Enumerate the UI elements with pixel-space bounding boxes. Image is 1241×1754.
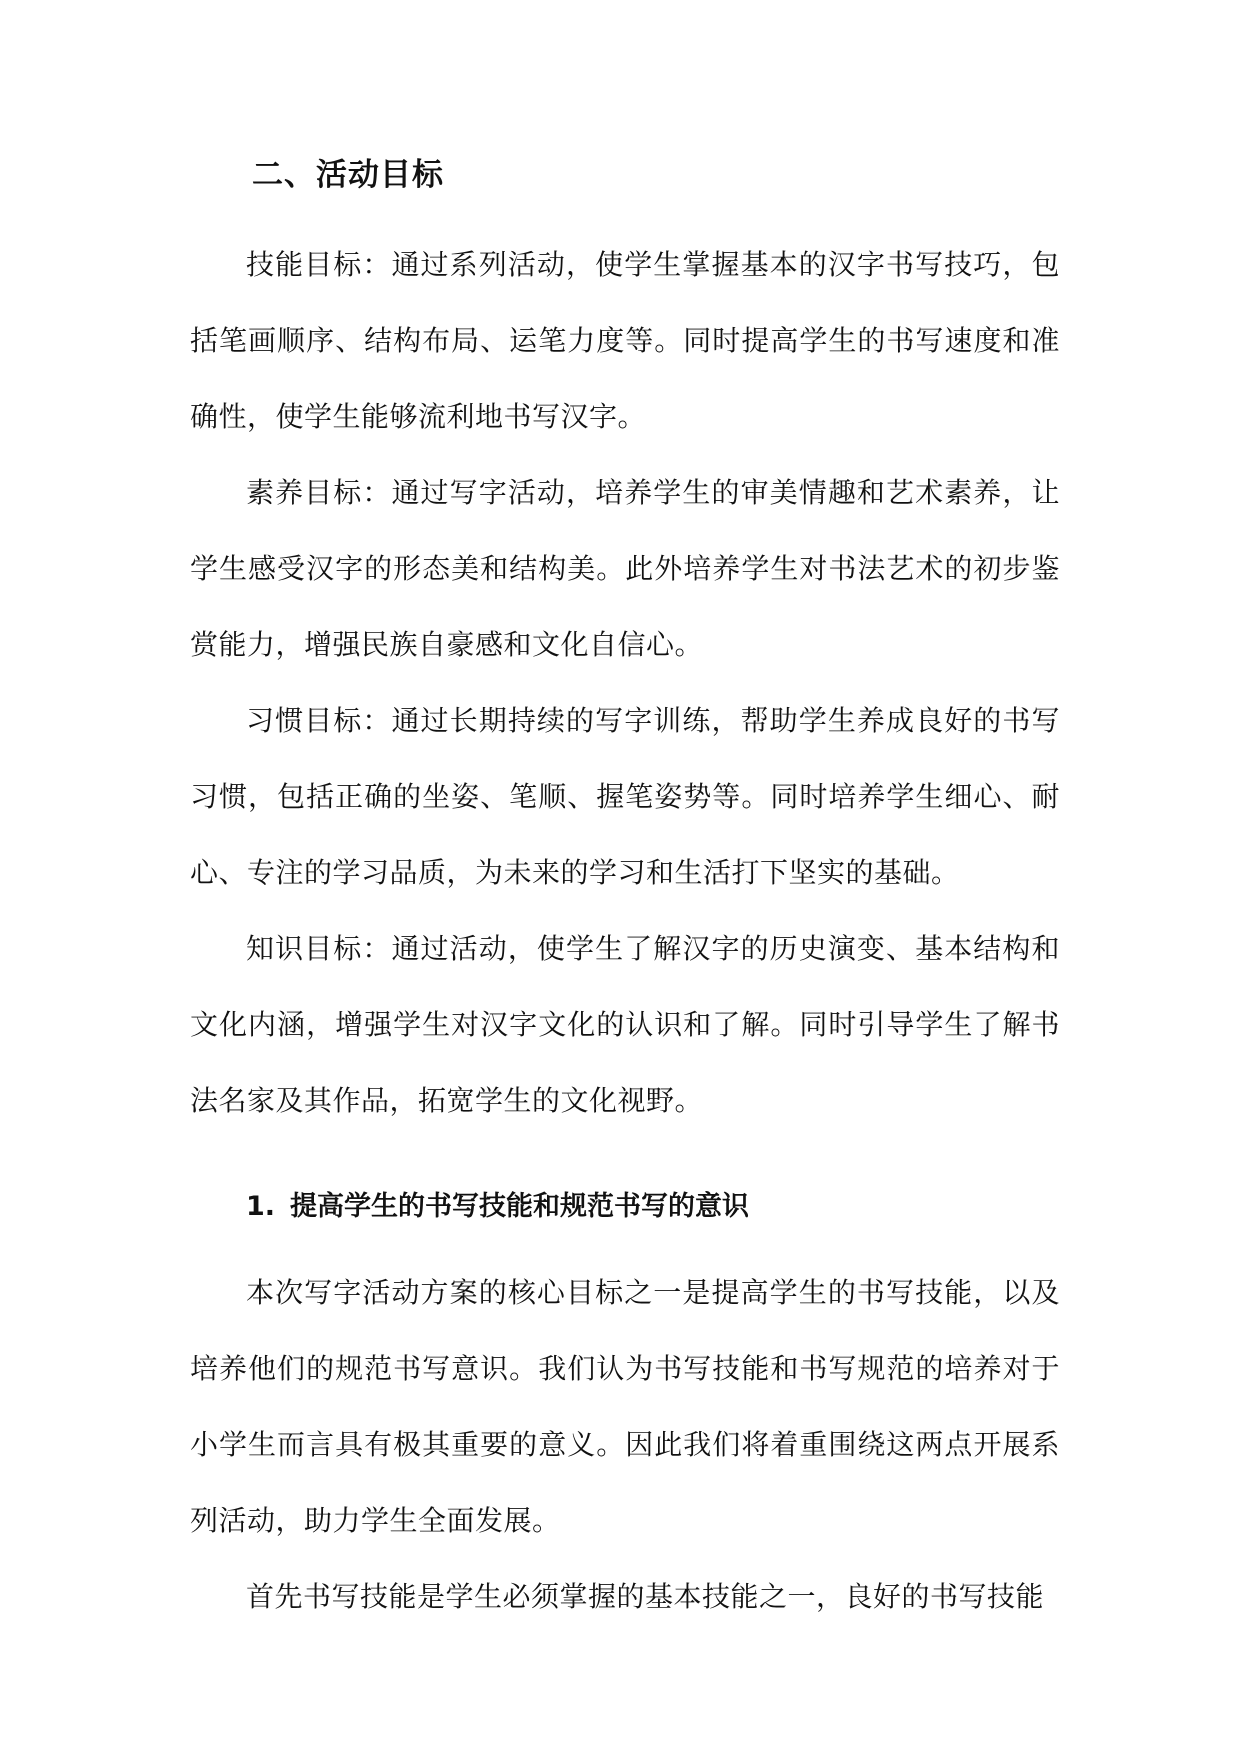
paragraph-writing-skill: 首先书写技能是学生必须掌握的基本技能之一，良好的书写技能 [246, 1580, 1045, 1613]
paragraph-core-goal: 本次写字活动方案的核心目标之一是提高学生的书写技能，以及培养他们的规范书写意识。我们认为书写技能和书写规范的培养对于小学生而言具有极其重要的意义。因此我们将着重围绕这两点开展系列活动，助力学生全面发展。 [190, 1276, 1060, 1537]
section-heading: 二、活动目标 [252, 157, 444, 193]
subsection-number: 1. [246, 1191, 276, 1222]
subsection-title: 提高学生的书写技能和规范书写的意识 [290, 1191, 749, 1222]
paragraph-habit-goal: 习惯目标：通过长期持续的写字训练，帮助学生养成良好的书写习惯，包括正确的坐姿、笔顺、握笔姿势等。同时培养学生细心、耐心、专注的学习品质，为未来的学习和生活打下坚实的基础。 [190, 704, 1060, 889]
paragraph-literacy-goal: 素养目标：通过写字活动，培养学生的审美情趣和艺术素养，让学生感受汉字的形态美和结构美。此外培养学生对书法艺术的初步鉴赏能力，增强民族自豪感和文化自信心。 [190, 476, 1060, 661]
paragraph-knowledge-goal: 知识目标：通过活动，使学生了解汉字的历史演变、基本结构和文化内涵，增强学生对汉字文化的认识和了解。同时引导学生了解书法名家及其作品，拓宽学生的文化视野。 [190, 932, 1060, 1117]
paragraph-skill-goal: 技能目标：通过系列活动，使学生掌握基本的汉字书写技巧，包括笔画顺序、结构布局、运笔力度等。同时提高学生的书写速度和准确性，使学生能够流利地书写汉字。 [190, 248, 1060, 433]
document-body [190, 145, 1060, 1635]
subsection-heading [190, 1177, 1060, 1237]
